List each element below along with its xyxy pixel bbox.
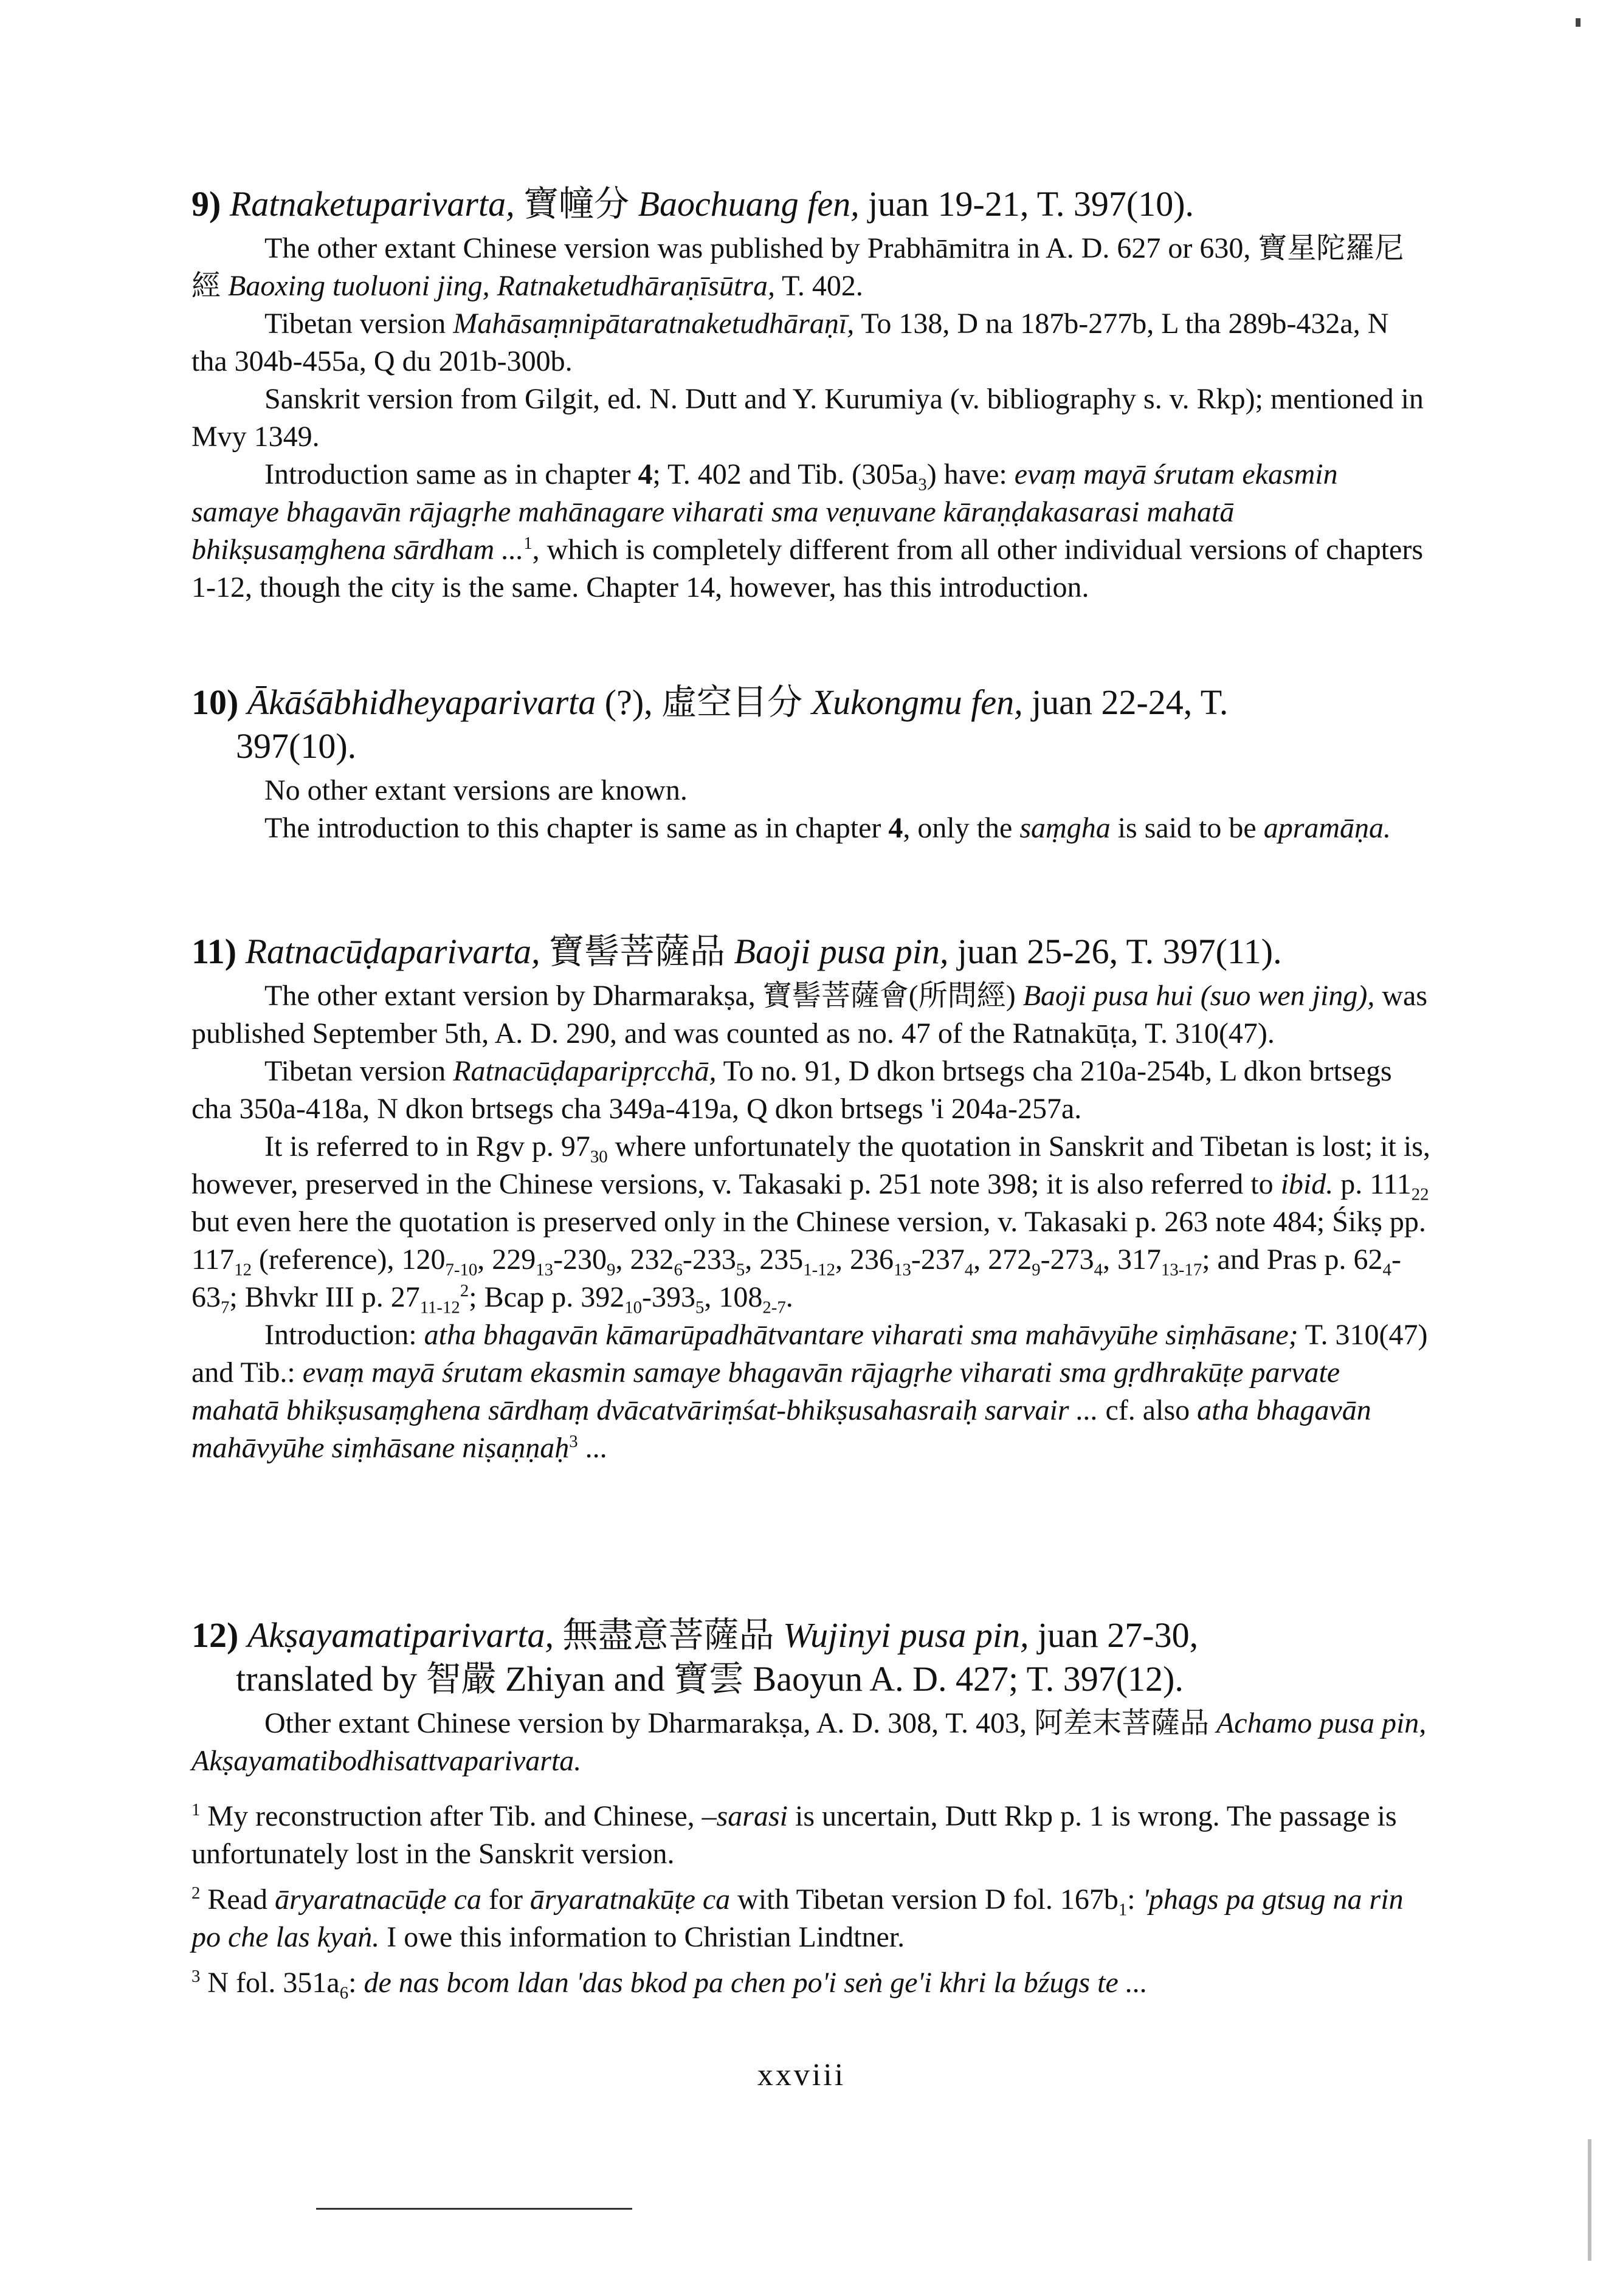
footnote-marker: 3 [191,1967,201,1986]
entry-11 [191,930,1432,1467]
entry-number: 9) [191,184,221,224]
paragraph [191,1316,1432,1467]
scan-speck [1576,18,1581,27]
text: Baoji pusa hui (suo wen jing), [1022,980,1375,1012]
text: : [348,1967,357,1999]
quotation: atha bhagavān mahāvyūhe siṃhāsane niṣaṇṇaḥ [191,1394,1371,1464]
text: -237 [911,1243,965,1276]
text: where unfortunately the quotation in Sanskrit and Tibetan is lost; it is, however, preserved in the Chinese versions, v. Takasaki p. 251 note 398; it is also referred to [191,1130,1430,1200]
entry-heading [191,681,1432,768]
text: Mahāsaṃnipātaratnaketudhāraṇī, [453,308,855,340]
text: My reconstruction after Tib. and Chinese, [207,1800,695,1832]
paragraph [191,809,1432,847]
entry-9 [191,182,1432,607]
text: The introduction to this chapter is same as in chapter [264,812,881,844]
text: T. 310(47) and Tib.: [191,1319,1428,1389]
text: p. 111 [1340,1168,1412,1200]
text: Sanskrit version from Gilgit, ed. N. Dutt and Y. Kurumiya (v. bibliography s. v. Rkp); mentioned in Mvy 1349. [191,383,1424,453]
text: Baoyun A. D. 427; T. 397(12). [753,1659,1184,1699]
paragraph [191,380,1432,456]
entry-reference: juan 25-26, T. 397(11). [957,932,1282,971]
paragraph [191,230,1432,305]
chapter-ref: 4 [638,458,653,490]
text: āryaratnakūṭe ca [529,1883,731,1916]
text: –sarasi [702,1800,788,1832]
entry-heading [191,930,1432,974]
entry-pinyin: Xukongmu fen, [811,682,1023,722]
entry-reference: juan 27-30, [1037,1615,1199,1655]
text: with Tibetan version D fol. 167b [737,1883,1119,1916]
text: Achamo pusa pin, Akṣayamatibodhisattvaparivarta. [191,1707,1427,1777]
paragraph [191,977,1432,1053]
quotation: evaṃ mayā śrutam ekasmin samaye bhagavān rājagṛhe mahānagare viharati sma veṇuvane kāraṇḍakasarasi mahatā bhikṣusaṃghena sārdham ... [191,458,1338,566]
text: -230 [553,1243,607,1276]
text: , only the [903,812,1013,844]
paragraph [191,772,1432,809]
text: -273 [1040,1243,1094,1276]
entry-chinese-title: 虛空目分 [661,682,803,722]
footnote-1 [191,1798,1432,1873]
text: Other extant Chinese version by Dharmarakṣa, A. D. 308, T. 403, [264,1707,1027,1739]
subscript: 1-12 [803,1260,836,1280]
subscript: 1 [1118,1900,1128,1920]
text: -63 [191,1243,1401,1313]
entry-translators [191,1659,1184,1699]
entry-title: Ratnacūḍaparivarta, [245,932,540,971]
subscript: 22 [1411,1184,1429,1205]
text: , 317 [1103,1243,1162,1276]
footnote-3 [191,1964,1432,2002]
text: Tibetan version [264,308,446,340]
text: -393 [642,1281,695,1313]
footnote-ref[interactable]: 2 [460,1281,469,1301]
paragraph [191,305,1432,380]
text: , 108 [704,1281,763,1313]
footnote-marker: 1 [191,1800,201,1820]
quotation: atha bhagavān kāmarūpadhātvantare viharati sma mahāvyūhe siṃhāsane; [424,1319,1298,1351]
subscript: 13 [894,1260,911,1280]
entry-number: 12) [191,1615,239,1655]
text: Tibetan version [264,1055,446,1087]
entry-body [191,977,1432,1467]
paragraph [191,1128,1432,1316]
text: The other extant Chinese version was published by Prabhāmitra in A. D. 627 or 630, [264,232,1251,264]
text: It is referred to in Rgv p. 97 [264,1130,590,1163]
text: āryaratnacūḍe ca [275,1883,481,1916]
subscript: 7-10 [445,1260,478,1280]
paragraph [191,1053,1432,1128]
chapter-ref: 4 [888,812,903,844]
entry-body [191,772,1432,847]
entry-title: Ratnaketuparivarta, [229,184,515,224]
subscript: 6 [339,1983,349,2003]
entry-pinyin: Baochuang fen, [638,184,860,224]
entry-body [191,230,1432,607]
text: Baoxing tuoluoni jing, Ratnaketudhāraṇīsūtra, [228,270,775,302]
text: ; Bcap p. 392 [469,1281,625,1313]
term: apramāṇa. [1263,812,1391,844]
text: , 236 [835,1243,894,1276]
text: ; Bhvkr III p. 27 [229,1281,420,1313]
entry-pinyin: Wujinyi pusa pin, [783,1615,1029,1655]
text: No other extant versions are known. [264,774,688,806]
chinese-text: 寶星陀羅尼經 [191,232,1404,302]
text: Zhiyan and [505,1659,665,1699]
subscript: 6 [674,1260,683,1280]
footnote-ref[interactable]: 1 [523,534,533,553]
subscript: 11-12 [419,1298,460,1318]
text: Introduction same as in chapter [264,458,631,490]
subscript: 13-17 [1161,1260,1202,1280]
text: To 138, D na 187b-277b, L tha 289b-432a, N tha 304b-455a, Q du 201b-300b. [191,308,1389,377]
text: I owe this information to Christian Lindtner. [387,1921,905,1953]
quotation: evaṃ mayā śrutam ekasmin samaye bhagavān rājagṛhe viharati sma gṛdhrakūṭe parvate mahatā bhikṣusaṃghena sārdhaṃ dvācatvāriṃśat-bhikṣusahasraiḥ sarvair ... [191,1356,1340,1426]
subscript: 10 [624,1298,642,1318]
entry-reference-cont: 397(10). [236,726,357,766]
entry-12 [191,1614,1432,1780]
term: saṃgha [1019,812,1111,844]
subscript: 30 [590,1147,608,1167]
subscript: 9 [607,1260,616,1280]
text: N fol. 351a [207,1967,340,1999]
text: , 232 [615,1243,674,1276]
text: Read [207,1883,268,1916]
entry-10 [191,681,1432,847]
subscript: 12 [234,1260,252,1280]
text: ) have: [926,458,1007,490]
text: Ratnacūḍaparipṛcchā, [453,1055,717,1087]
text: T. 402. [782,270,863,302]
text: ibid. [1280,1168,1334,1200]
text: for [488,1883,523,1916]
text: cf. also [1105,1394,1190,1426]
page-number: xxviii [757,2058,846,2092]
subscript: 4 [1094,1260,1103,1280]
entry-chinese-title: 寶幢分 [523,184,630,224]
footnote-2 [191,1881,1432,1956]
text: was published September 5th, A. D. 290, and was counted as no. 47 of the Ratnakūṭa, T. 310(47). [191,980,1427,1050]
text: Introduction: [264,1319,417,1351]
entry-title: Akṣayamatiparivarta, [247,1615,554,1655]
paragraph [191,456,1432,607]
text: The other extant version by Dharmarakṣa, [264,980,756,1012]
text: To no. 91, D dkon brtsegs cha 210a-254b, L dkon brtsegs cha 350a-418a, N dkon brtsegs cha 349a-419a, Q dkon brtsegs 'i 204a-257a. [191,1055,1392,1125]
text: (reference), 120 [259,1243,446,1276]
entry-heading [191,1614,1432,1701]
chinese-text: 阿差末菩薩品 [1033,1707,1209,1739]
text: , 272 [973,1243,1032,1276]
subscript: 7 [221,1298,230,1318]
text: translated by [236,1659,417,1699]
text: . [785,1281,793,1313]
text: : [1127,1883,1136,1916]
subscript: 2-7 [762,1298,786,1318]
subscript: 5 [695,1298,705,1318]
entry-number: 11) [191,932,237,971]
text: , 235 [745,1243,804,1276]
text: ; and Pras p. 62 [1202,1243,1383,1276]
scan-speck [1588,2139,1591,2261]
text: , which is completely different from all other individual versions of chapters 1-12, though the city is the same. Chapter 14, however, has this introduction. [191,534,1424,603]
subscript: 3 [918,475,927,495]
entry-reference: juan 22-24, T. [1032,682,1229,722]
entry-pinyin: Baoji pusa pin, [734,932,949,971]
subscript: 4 [964,1260,974,1280]
text: ; T. 402 and Tib. (305a [652,458,919,490]
entry-body [191,1705,1432,1780]
footnote-separator [316,2208,632,2210]
subscript: 13 [536,1260,554,1280]
text: de nas bcom ldan 'das bkod pa chen po'i seṅ ge'i khri la bźugs te ... [364,1967,1148,1999]
footnote-marker: 2 [191,1883,201,1903]
entry-reference: juan 19-21, T. 397(10). [868,184,1194,224]
text: is said to be [1117,812,1257,844]
entry-chinese-title: 無盡意菩薩品 [562,1615,774,1655]
text: is uncertain, Dutt Rkp p. 1 is wrong. The passage is unfortunately lost in the Sanskrit version. [191,1800,1397,1870]
footnote-ref[interactable]: 3 [569,1432,578,1451]
entry-title: Ākāśābhidheyaparivarta [247,682,596,722]
query-mark: (?), [604,682,653,722]
subscript: 5 [736,1260,745,1280]
text: , 229 [477,1243,536,1276]
text: but even here the quotation is preserved only in the Chinese version, v. Takasaki p. 263 note 484; Śikṣ pp. 117 [191,1206,1426,1276]
chinese-text: 寶雲 [674,1659,745,1699]
subscript: 9 [1032,1260,1041,1280]
subscript: 4 [1382,1260,1391,1280]
text: 'phags pa gtsug na rin po che las kyaṅ. [191,1883,1404,1953]
paragraph [191,1705,1432,1780]
text: -233 [682,1243,736,1276]
text: ... [585,1432,607,1464]
entry-heading [191,182,1432,226]
chinese-text: 智嚴 [426,1659,497,1699]
entry-chinese-title: 寶髻菩薩品 [549,932,726,971]
chinese-text: 寶髻菩薩會(所問經) [762,980,1016,1012]
entry-number: 10) [191,682,239,722]
